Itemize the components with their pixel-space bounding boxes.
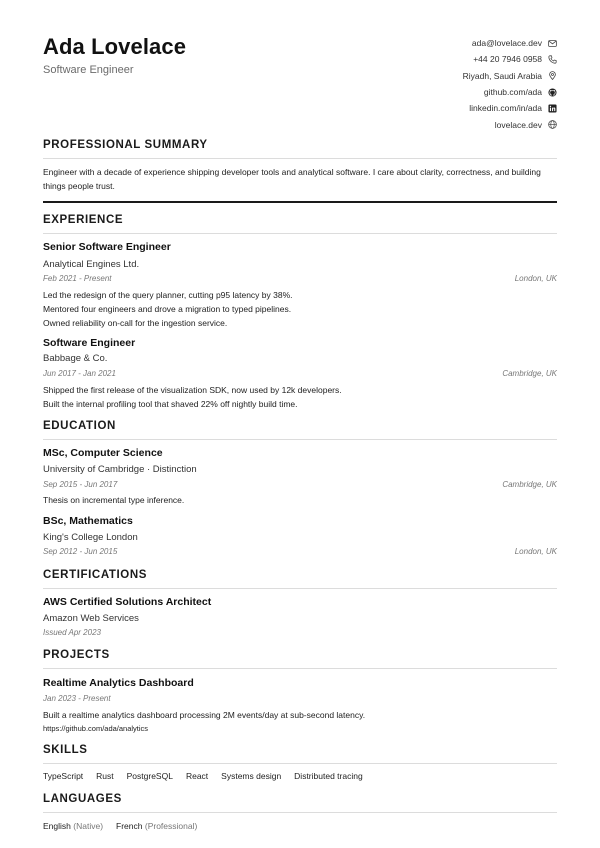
section-divider: [43, 588, 557, 589]
section-divider: [43, 158, 557, 159]
contact-github-text: github.com/ada: [483, 87, 542, 98]
education-dates: Sep 2015 - Jun 2017: [43, 480, 118, 489]
job-bullet: Built the internal profiling tool that shaved 22% off nightly build time.: [43, 399, 298, 409]
contact-location: [463, 68, 557, 84]
certification-name: AWS Certified Solutions Architect: [43, 596, 212, 608]
language-name: English: [43, 821, 71, 831]
skills-list: [43, 771, 376, 781]
job-dates: Feb 2021 - Present: [43, 274, 112, 283]
contact-phone[interactable]: [463, 51, 557, 67]
school-name: University of Cambridge · Distinction: [43, 464, 197, 475]
skill-item: Rust: [96, 771, 114, 781]
project-name: Realtime Analytics Dashboard: [43, 677, 194, 689]
certifications-heading: CERTIFICATIONS: [43, 569, 148, 581]
contact-email-text: ada@lovelace.dev: [471, 38, 542, 49]
contact-location-text: Riyadh, Saudi Arabia: [462, 70, 542, 81]
candidate-name: Ada Lovelace: [43, 34, 187, 59]
summary-divider: [43, 201, 557, 203]
language-level: (Professional): [144, 821, 198, 831]
section-divider: [43, 763, 557, 764]
education-location: Cambridge, UK: [502, 480, 557, 489]
education-note: Thesis on incremental type inference.: [43, 495, 185, 505]
job-bullet: Led the redesign of the query planner, cutting p95 latency by 38%.: [43, 290, 293, 300]
education-dates: Sep 2012 - Jun 2015: [43, 547, 118, 556]
degree-title: BSc, Mathematics: [43, 515, 133, 527]
job-location: Cambridge, UK: [502, 369, 557, 378]
contact-website-text: lovelace.dev: [494, 119, 542, 130]
job-title: Senior Software Engineer: [43, 241, 171, 253]
candidate-title: Software Engineer: [43, 64, 134, 76]
contact-linkedin-text: linkedin.com/in/ada: [469, 103, 542, 114]
degree-title: MSc, Computer Science: [43, 447, 163, 459]
summary-text: Engineer with a decade of experience shipping developer tools and analytical software. I care about clarity, correctness, and building things people trust.: [43, 167, 541, 191]
language-level: (Native): [73, 821, 104, 831]
company-name: Babbage & Co.: [43, 353, 108, 364]
job-location: London, UK: [514, 274, 557, 283]
skills-heading: SKILLS: [43, 744, 88, 756]
section-divider: [43, 439, 557, 440]
job-bullet: Shipped the first release of the visualization SDK, now used by 12k developers.: [43, 385, 342, 395]
skill-item: TypeScript: [43, 771, 84, 781]
section-divider: [43, 233, 557, 234]
contact-list: [463, 35, 557, 133]
job-bullet: Mentored four engineers and drove a migration to typed pipelines.: [43, 304, 292, 314]
location-pin-icon: [548, 71, 557, 80]
company-name: Analytical Engines Ltd.: [43, 259, 140, 270]
language-name: French: [116, 821, 143, 831]
contact-website[interactable]: [463, 116, 557, 132]
contact-email[interactable]: [463, 35, 557, 51]
skill-item: React: [185, 771, 209, 781]
summary-heading: PROFESSIONAL SUMMARY: [43, 139, 208, 151]
education-location: London, UK: [514, 547, 557, 556]
certification-date: Issued Apr 2023: [43, 628, 101, 637]
skill-item: Distributed tracing: [294, 771, 363, 781]
certification-issuer: Amazon Web Services: [43, 613, 139, 624]
github-icon: [548, 88, 557, 97]
project-dates: Jan 2023 - Present: [43, 694, 111, 703]
education-heading: EDUCATION: [43, 420, 116, 432]
language-item: [43, 821, 103, 831]
globe-icon: [548, 120, 557, 129]
project-link[interactable]: https://github.com/ada/analytics: [43, 724, 149, 733]
job-title: Software Engineer: [43, 337, 136, 349]
contact-linkedin[interactable]: [463, 100, 557, 116]
phone-icon: [548, 55, 557, 64]
contact-phone-text: +44 20 7946 0958: [473, 54, 542, 65]
mail-icon: [548, 39, 557, 48]
languages-list: [43, 821, 210, 831]
section-divider: [43, 668, 557, 669]
contact-github[interactable]: [463, 84, 557, 100]
projects-heading: PROJECTS: [43, 649, 110, 661]
skill-item: PostgreSQL: [126, 771, 173, 781]
linkedin-icon: [548, 104, 557, 113]
languages-heading: LANGUAGES: [43, 793, 122, 805]
experience-heading: EXPERIENCE: [43, 214, 124, 226]
job-dates: Jun 2017 - Jan 2021: [43, 369, 116, 378]
section-divider: [43, 812, 557, 813]
skill-item: Systems design: [221, 771, 282, 781]
school-name: King's College London: [43, 532, 138, 543]
job-bullet: Owned reliability on-call for the ingestion service.: [43, 318, 228, 328]
language-item: [116, 821, 197, 831]
project-description: Built a realtime analytics dashboard processing 2M events/day at sub-second latency.: [43, 710, 366, 720]
